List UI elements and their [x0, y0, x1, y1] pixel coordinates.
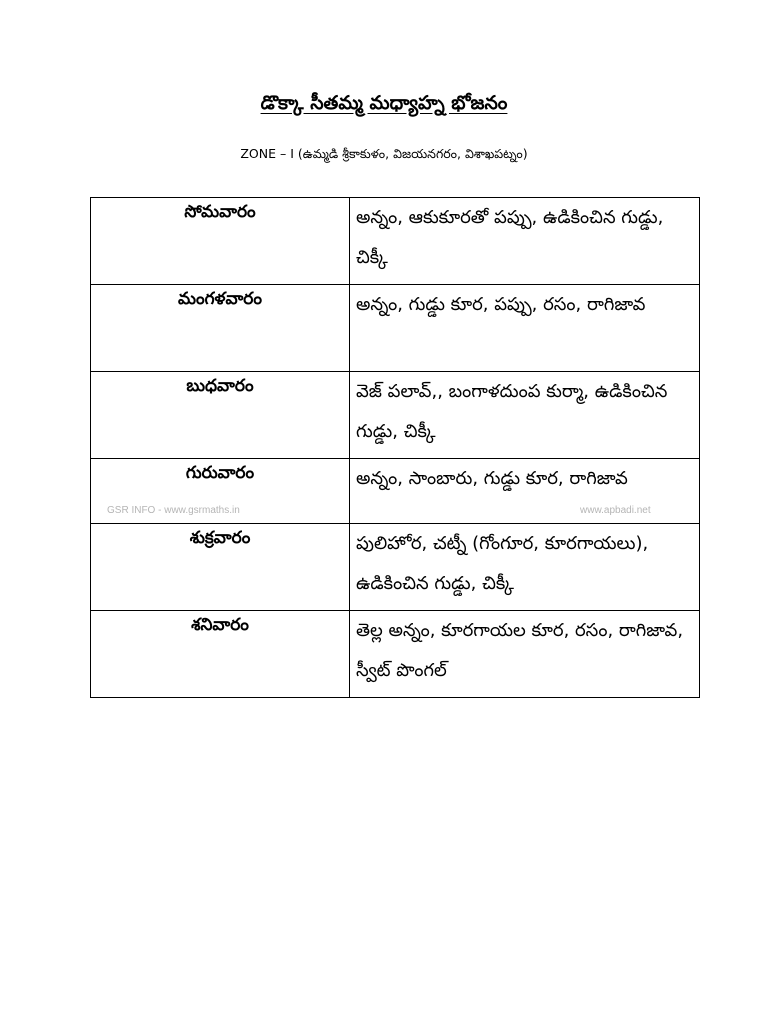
day-cell: శుక్రవారం [91, 524, 350, 611]
day-cell: మంగళవారం [91, 285, 350, 372]
watermark-right: www.apbadi.net [580, 505, 651, 516]
document-title: డొక్కా సీతమ్మ మధ్యాహ్న భోజనం [260, 92, 508, 114]
menu-items-cell: అన్నం, ఆకుకూరతో పప్పు, ఉడికించిన గుడ్డు, చిక్కీ [350, 198, 700, 285]
table-row-tuesday [91, 285, 700, 372]
watermark-left: GSR INFO - www.gsrmaths.in [107, 505, 240, 516]
day-cell: గురువారం [91, 459, 350, 524]
table-row-saturday [91, 611, 700, 698]
menu-items-cell: అన్నం, సాంబారు, గుడ్డు కూర, రాగిజావ [350, 459, 700, 524]
menu-items-cell: తెల్ల అన్నం, కూరగాయల కూర, రసం, రాగిజావ, స్వీట్ పొంగల్ [350, 611, 700, 698]
day-cell: శనివారం [91, 611, 350, 698]
menu-items-cell: వెజ్ పలావ్,, బంగాళదుంప కుర్మా, ఉడికించిన గుడ్డు, చిక్కీ [350, 372, 700, 459]
table-row-friday [91, 524, 700, 611]
table-row-wednesday [91, 372, 700, 459]
zone-subtitle: ZONE – I (ఉమ్మడి శ్రీకాకుళం, విజయనగరం, విశాఖపట్నం) [240, 146, 528, 161]
day-cell: సోమవారం [91, 198, 350, 285]
table-row-monday [91, 198, 700, 285]
menu-items-cell: అన్నం, గుడ్డు కూర, పప్పు, రసం, రాగిజావ [350, 285, 700, 372]
menu-items-cell: పులిహోర, చట్నీ (గోంగూర, కూరగాయలు), ఉడికించిన గుడ్డు, చిక్కీ [350, 524, 700, 611]
weekly-menu-table [90, 197, 700, 698]
day-cell: బుధవారం [91, 372, 350, 459]
